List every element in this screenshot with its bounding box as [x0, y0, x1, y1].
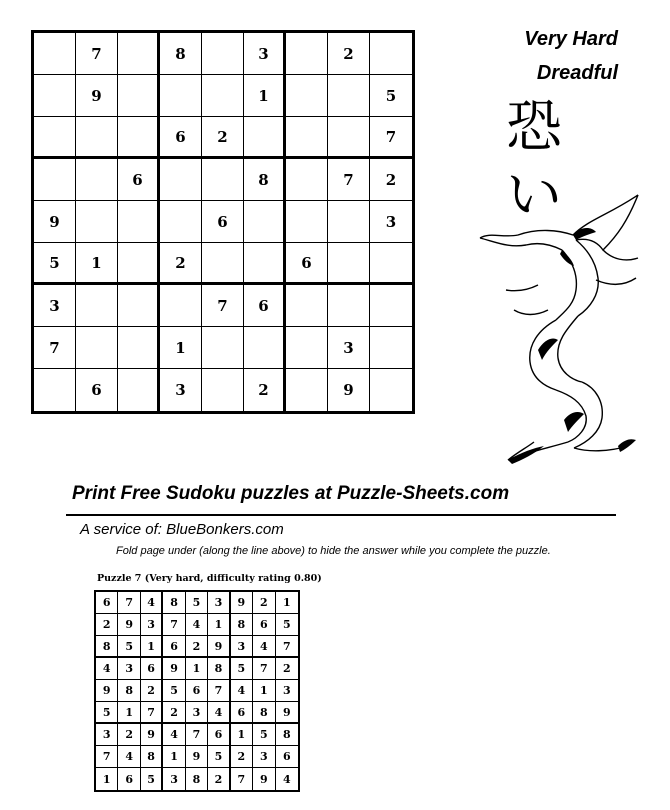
answer-cell: 7	[163, 614, 185, 636]
puzzle-cell	[160, 75, 202, 117]
puzzle-cell	[328, 285, 370, 327]
answer-cell: 5	[186, 592, 208, 614]
puzzle-cell	[286, 33, 328, 75]
answer-cell: 2	[141, 680, 163, 702]
puzzle-cell: 6	[160, 117, 202, 159]
answer-cell: 5	[141, 768, 163, 790]
puzzle-cell	[76, 201, 118, 243]
puzzle-cell: 2	[370, 159, 412, 201]
puzzle-cell	[370, 33, 412, 75]
puzzle-cell: 6	[76, 369, 118, 411]
answer-cell: 2	[276, 658, 298, 680]
answer-cell: 4	[231, 680, 253, 702]
answer-cell: 7	[253, 658, 275, 680]
answer-cell: 7	[276, 636, 298, 658]
answer-cell: 7	[231, 768, 253, 790]
puzzle-cell	[286, 75, 328, 117]
puzzle-cell: 9	[328, 369, 370, 411]
answer-cell: 1	[276, 592, 298, 614]
answer-cell: 3	[163, 768, 185, 790]
answer-cell: 4	[253, 636, 275, 658]
answer-cell: 8	[141, 746, 163, 768]
puzzle-cell: 6	[244, 285, 286, 327]
puzzle-cell	[202, 75, 244, 117]
puzzle-cell	[202, 159, 244, 201]
kanji-i: い	[506, 163, 562, 228]
puzzle-cell	[118, 75, 160, 117]
answer-cell: 9	[208, 636, 230, 658]
answer-cell: 3	[141, 614, 163, 636]
answer-cell: 1	[253, 680, 275, 702]
puzzle-cell	[34, 159, 76, 201]
answer-cell: 8	[276, 724, 298, 746]
answer-cell: 1	[231, 724, 253, 746]
puzzle-cell	[202, 327, 244, 369]
puzzle-cell	[118, 201, 160, 243]
puzzle-cell	[34, 33, 76, 75]
answer-cell: 4	[163, 724, 185, 746]
answer-cell: 1	[208, 614, 230, 636]
answer-cell: 1	[118, 702, 140, 724]
difficulty-label: Dreadful	[536, 62, 618, 84]
answer-cell: 4	[141, 592, 163, 614]
answer-cell: 5	[231, 658, 253, 680]
answer-cell: 5	[253, 724, 275, 746]
answer-cell: 1	[163, 746, 185, 768]
puzzle-cell: 1	[244, 75, 286, 117]
puzzle-cell	[118, 117, 160, 159]
answer-cell: 3	[186, 702, 208, 724]
answer-cell: 6	[253, 614, 275, 636]
puzzle-cell: 6	[286, 243, 328, 285]
answer-cell: 8	[96, 636, 118, 658]
answer-cell: 9	[163, 658, 185, 680]
service-text: A service of: BlueBonkers.com	[80, 521, 284, 538]
puzzle-cell	[160, 285, 202, 327]
answer-cell: 9	[253, 768, 275, 790]
puzzle-cell: 9	[34, 201, 76, 243]
answer-cell: 6	[208, 724, 230, 746]
answer-cell: 8	[208, 658, 230, 680]
puzzle-cell	[328, 117, 370, 159]
answer-cell: 3	[253, 746, 275, 768]
answer-cell: 2	[186, 636, 208, 658]
answer-cell: 4	[118, 746, 140, 768]
puzzle-cell	[76, 117, 118, 159]
answer-cell: 8	[118, 680, 140, 702]
answer-cell: 7	[208, 680, 230, 702]
puzzle-cell: 5	[370, 75, 412, 117]
answer-cell: 6	[141, 658, 163, 680]
puzzle-cell	[244, 327, 286, 369]
answer-cell: 8	[231, 614, 253, 636]
puzzle-cell: 9	[76, 75, 118, 117]
puzzle-cell	[244, 201, 286, 243]
answer-cell: 4	[96, 658, 118, 680]
puzzle-cell	[286, 117, 328, 159]
answer-cell: 3	[276, 680, 298, 702]
answer-cell: 7	[118, 592, 140, 614]
puzzle-cell	[160, 201, 202, 243]
puzzle-cell	[328, 243, 370, 285]
puzzle-cell	[118, 33, 160, 75]
puzzle-cell: 3	[370, 201, 412, 243]
answer-cell: 6	[96, 592, 118, 614]
puzzle-cell: 7	[202, 285, 244, 327]
puzzle-cell: 6	[118, 159, 160, 201]
answer-cell: 8	[253, 702, 275, 724]
answer-cell: 6	[118, 768, 140, 790]
answer-cell: 5	[163, 680, 185, 702]
puzzle-cell: 3	[244, 33, 286, 75]
puzzle-cell: 6	[202, 201, 244, 243]
answer-cell: 5	[96, 702, 118, 724]
puzzle-cell	[370, 285, 412, 327]
puzzle-cell: 8	[244, 159, 286, 201]
puzzle-cell: 7	[370, 117, 412, 159]
puzzle-cell: 2	[160, 243, 202, 285]
answer-cell: 2	[253, 592, 275, 614]
puzzle-cell	[286, 327, 328, 369]
answer-cell: 6	[186, 680, 208, 702]
puzzle-cell: 3	[34, 285, 76, 327]
puzzle-cell: 5	[34, 243, 76, 285]
answer-cell: 6	[163, 636, 185, 658]
difficulty-level: Very Hard	[524, 28, 618, 50]
puzzle-cell: 2	[202, 117, 244, 159]
answer-cell: 2	[118, 724, 140, 746]
promo-text: Print Free Sudoku puzzles at Puzzle-Sheets.com	[72, 483, 510, 504]
answer-cell: 2	[96, 614, 118, 636]
puzzle-cell	[118, 327, 160, 369]
answer-title: Puzzle 7 (Very hard, difficulty rating 0.80)	[97, 573, 322, 584]
puzzle-cell	[202, 33, 244, 75]
puzzle-cell	[244, 117, 286, 159]
puzzle-cell	[286, 369, 328, 411]
puzzle-cell: 2	[328, 33, 370, 75]
answer-cell: 5	[276, 614, 298, 636]
puzzle-cell	[76, 159, 118, 201]
fold-line	[66, 514, 616, 516]
puzzle-cell	[370, 327, 412, 369]
sudoku-answer-grid	[94, 590, 300, 792]
answer-cell: 3	[96, 724, 118, 746]
puzzle-cell	[118, 369, 160, 411]
answer-cell: 2	[163, 702, 185, 724]
answer-cell: 8	[186, 768, 208, 790]
puzzle-cell	[328, 201, 370, 243]
dragon-illustration	[478, 190, 648, 470]
puzzle-cell: 3	[160, 369, 202, 411]
answer-cell: 7	[141, 702, 163, 724]
puzzle-cell	[370, 369, 412, 411]
answer-cell: 3	[118, 658, 140, 680]
answer-cell: 6	[231, 702, 253, 724]
puzzle-cell: 7	[328, 159, 370, 201]
answer-cell: 9	[141, 724, 163, 746]
answer-cell: 1	[141, 636, 163, 658]
answer-cell: 3	[208, 592, 230, 614]
answer-cell: 3	[231, 636, 253, 658]
answer-cell: 6	[276, 746, 298, 768]
answer-cell: 7	[186, 724, 208, 746]
answer-cell: 8	[163, 592, 185, 614]
puzzle-cell: 8	[160, 33, 202, 75]
answer-cell: 9	[276, 702, 298, 724]
answer-cell: 4	[282, 772, 291, 786]
answer-cell: 9	[96, 680, 118, 702]
puzzle-cell	[202, 369, 244, 411]
puzzle-cell: 3	[328, 327, 370, 369]
puzzle-cell: 2	[244, 369, 286, 411]
puzzle-cell	[76, 327, 118, 369]
answer-cell: 4	[186, 614, 208, 636]
answer-cell: 1	[96, 768, 118, 790]
answer-cell: 5	[208, 746, 230, 768]
puzzle-cell	[76, 285, 118, 327]
puzzle-cell: 1	[160, 327, 202, 369]
puzzle-cell	[118, 243, 160, 285]
answer-cell: 9	[186, 746, 208, 768]
kanji-fear: 恐	[506, 95, 562, 160]
puzzle-cell	[34, 75, 76, 117]
puzzle-cell	[202, 243, 244, 285]
puzzle-cell	[286, 285, 328, 327]
answer-cell: 9	[118, 614, 140, 636]
puzzle-cell	[286, 201, 328, 243]
fold-instruction: Fold page under (along the line above) to hide the answer while you complete the puzzle.	[116, 545, 551, 557]
puzzle-cell	[34, 117, 76, 159]
puzzle-cell: 7	[76, 33, 118, 75]
puzzle-cell	[34, 369, 76, 411]
answer-cell: 2	[208, 768, 230, 790]
answer-cell: 1	[186, 658, 208, 680]
puzzle-cell	[244, 243, 286, 285]
puzzle-cell	[160, 159, 202, 201]
puzzle-cell	[328, 75, 370, 117]
answer-cell: 4	[208, 702, 230, 724]
puzzle-cell	[118, 285, 160, 327]
puzzle-cell: 1	[76, 243, 118, 285]
puzzle-cell	[286, 159, 328, 201]
puzzle-cell	[370, 243, 412, 285]
answer-cell: 9	[231, 592, 253, 614]
puzzle-cell: 7	[34, 327, 76, 369]
answer-cell: 5	[118, 636, 140, 658]
answer-cell: 7	[96, 746, 118, 768]
sudoku-puzzle-grid	[31, 30, 415, 414]
answer-cell: 2	[231, 746, 253, 768]
